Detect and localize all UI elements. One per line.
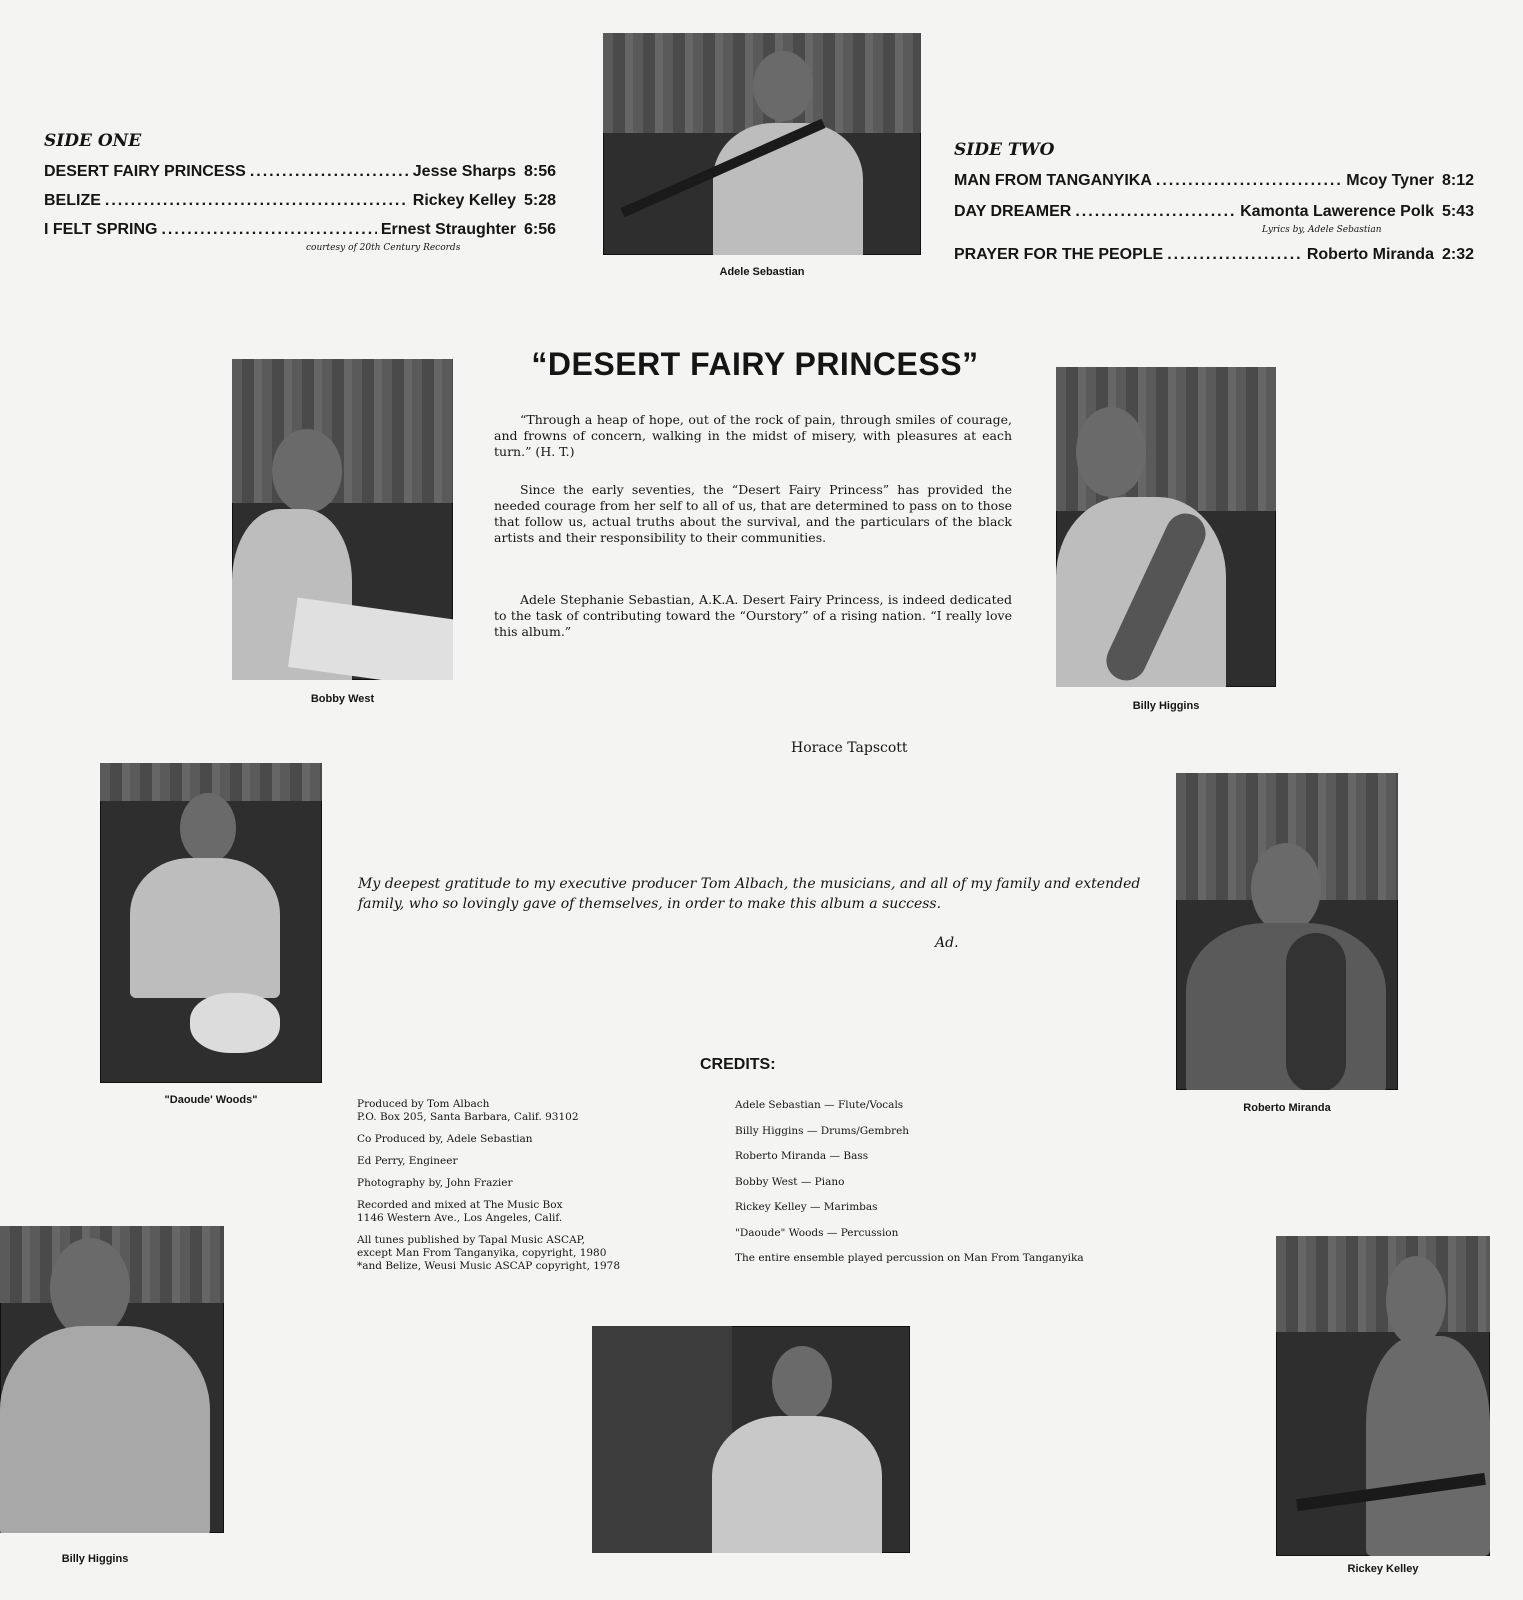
track-artist: Jesse Sharps <box>412 163 516 180</box>
track-name: MAN FROM TANGANYIKA <box>954 172 1152 189</box>
caption-adele-sebastian: Adele Sebastian <box>719 266 805 278</box>
credit-engineer: Ed Perry, Engineer <box>357 1155 458 1167</box>
caption-rickey-kelley: Rickey Kelley <box>1347 1563 1419 1575</box>
credit-producer: Produced by Tom Albach P.O. Box 205, Santa Barbara, Calif. 93102 <box>357 1098 579 1123</box>
caption-bobby-west: Bobby West <box>310 693 375 705</box>
caption-daoude-woods: "Daoude' Woods" <box>164 1094 258 1106</box>
track-time: 8:12 <box>1441 172 1474 189</box>
side-one-note: courtesy of 20th Century Records <box>306 243 461 253</box>
credits-title: CREDITS: <box>700 1056 776 1073</box>
photo-daoude-woods <box>100 763 322 1083</box>
track-artist: Mcoy Tyner <box>1346 172 1434 189</box>
photo-billy-higgins-drums <box>0 1226 224 1533</box>
side-two-note: Lyrics by, Adele Sebastian <box>1262 225 1382 235</box>
track-time: 8:56 <box>523 163 556 180</box>
side-one-title: SIDE ONE <box>44 131 142 151</box>
credit-recorded: Recorded and mixed at The Music Box 1146 Western Ave., Los Angeles, Calif. <box>357 1199 563 1224</box>
track-artist: Ernest Straughter <box>380 221 516 238</box>
liner-paragraph-2: Since the early seventies, the “Desert Fairy Princess” has provided the needed courage from her self to all of us, that are determined to pass on to those that follow us, actual truths about the survival, and the particulars of the black artists and their responsibility to their communities. <box>494 482 1012 545</box>
liner-paragraph-3: Adele Stephanie Sebastian, A.K.A. Desert Fairy Princess, is indeed dedicated to the task of contributing toward the “Ourstory” of a rising nation. “I really love this album.” <box>494 592 1012 639</box>
side-two-title: SIDE TWO <box>954 140 1055 160</box>
track-time: 5:28 <box>523 192 556 209</box>
credit-photography: Photography by, John Frazier <box>357 1177 513 1189</box>
photo-bobby-west <box>232 359 453 680</box>
track-time: 2:32 <box>1441 246 1474 263</box>
side-one-track-1 <box>44 163 556 181</box>
liner-paragraph-1: “Through a heap of hope, out of the rock of pain, through smiles of courage, and frowns of concern, walking in the midst of misery, with pleasures at each turn.” (H. T.) <box>494 412 1012 459</box>
personnel-item: "Daoude" Woods — Percussion <box>735 1226 899 1239</box>
photo-adele-studio <box>592 1326 910 1553</box>
side-one-track-2 <box>44 192 556 210</box>
credits-personnel <box>735 1099 1084 1278</box>
personnel-note: The entire ensemble played percussion on Man From Tanganyika <box>735 1252 1084 1264</box>
personnel-item: Roberto Miranda — Bass <box>735 1150 869 1162</box>
track-name: DESERT FAIRY PRINCESS <box>44 163 246 180</box>
track-name: PRAYER FOR THE PEOPLE <box>954 246 1164 263</box>
photo-rickey-kelley <box>1276 1236 1490 1556</box>
credits-production <box>357 1098 687 1282</box>
personnel-item: Rickey Kelley — Marimbas <box>735 1201 878 1213</box>
credit-co-producer: Co Produced by, Adele Sebastian <box>357 1133 533 1145</box>
track-name: DAY DREAMER <box>954 203 1072 220</box>
side-two-track-3 <box>954 246 1474 264</box>
track-time: 6:56 <box>523 221 556 238</box>
side-two-track-1 <box>954 172 1474 190</box>
caption-roberto-miranda: Roberto Miranda <box>1243 1102 1331 1114</box>
personnel-item: Bobby West — Piano <box>735 1175 845 1188</box>
caption-billy-higgins-upper: Billy Higgins <box>1132 700 1200 712</box>
personnel-item: Billy Higgins — Drums/Gembreh <box>735 1124 910 1137</box>
gratitude-text: My deepest gratitude to my executive producer Tom Albach, the musicians, and all of my family and extended family, who so lovingly gave of themselves, in order to make this album a success. <box>358 876 1141 912</box>
photo-adele-flute <box>603 33 921 255</box>
photo-billy-higgins-gembreh <box>1056 367 1276 687</box>
track-artist: Rickey Kelley <box>412 192 516 209</box>
caption-billy-higgins-lower: Billy Higgins <box>61 1553 129 1565</box>
credit-publishing: All tunes published by Tapal Music ASCAP, except Man From Tanganyika, copyright, 1980 *and Belize, Weusi Music ASCAP copyright, 1978 <box>357 1234 621 1272</box>
track-artist: Roberto Miranda <box>1306 246 1434 263</box>
liner-title: “DESERT FAIRY PRINCESS” <box>531 346 979 382</box>
photo-roberto-miranda <box>1176 773 1398 1090</box>
side-two-track-2 <box>954 203 1474 221</box>
liner-signature: Horace Tapscott <box>791 740 908 756</box>
track-name: BELIZE <box>44 192 101 209</box>
track-time: 5:43 <box>1441 203 1474 220</box>
track-artist: Kamonta Lawerence Polk <box>1240 203 1434 220</box>
track-name: I FELT SPRING <box>44 221 158 238</box>
personnel-item: Adele Sebastian — Flute/Vocals <box>735 1099 904 1111</box>
side-one-track-3 <box>44 221 556 239</box>
gratitude-signature: Ad. <box>935 935 959 951</box>
